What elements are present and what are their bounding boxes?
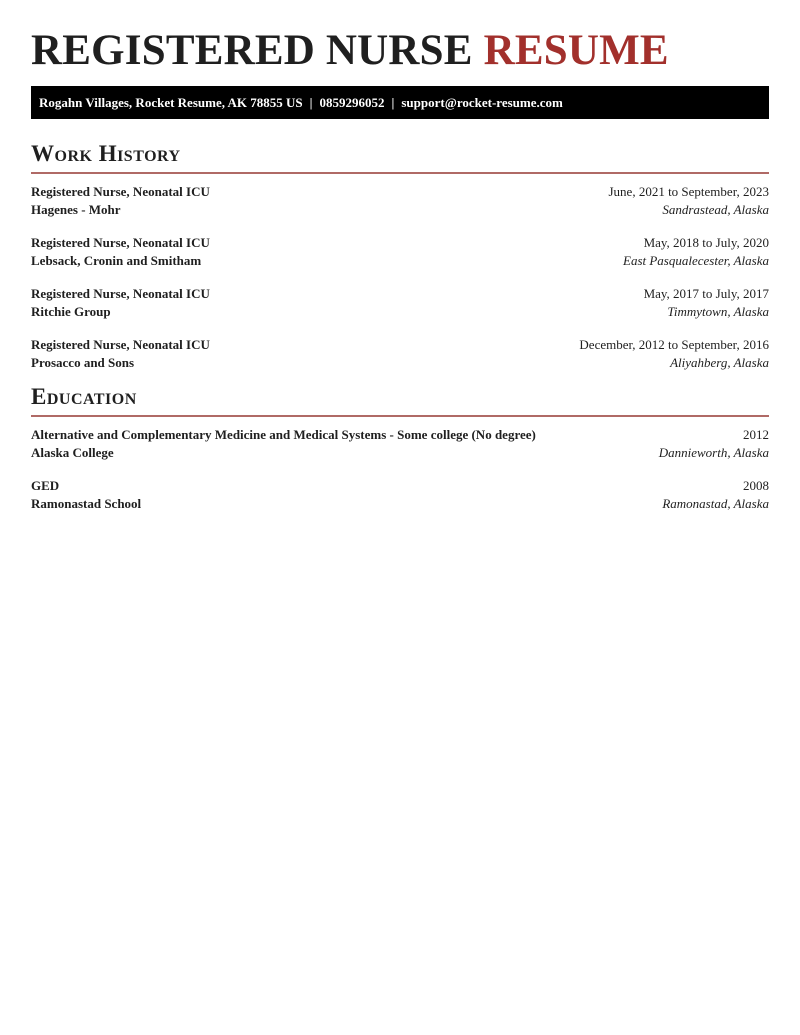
employer-name: Hagenes - Mohr	[31, 202, 121, 217]
contact-email[interactable]: support@rocket-resume.com	[401, 95, 563, 110]
resume-title	[31, 0, 769, 74]
education-entry	[31, 426, 769, 462]
contact-phone[interactable]: 0859296052	[319, 95, 385, 110]
school-location: Ramonastad, Alaska	[662, 496, 769, 511]
job-location: East Pasqualecester, Alaska	[623, 253, 769, 268]
job-dates: May, 2017 to July, 2017	[643, 286, 769, 301]
work-history-heading: Work History	[31, 141, 181, 166]
job-title: Registered Nurse, Neonatal ICU	[31, 235, 210, 250]
degree-name: Alternative and Complementary Medicine and Medical Systems - Some college (No degree)	[31, 427, 536, 442]
education-year: 2012	[743, 427, 769, 442]
title-accent: RESUME	[483, 27, 669, 74]
job-location: Aliyahberg, Alaska	[670, 355, 769, 370]
job-title: Registered Nurse, Neonatal ICU	[31, 286, 210, 301]
employer-name: Prosacco and Sons	[31, 355, 135, 370]
section-divider	[31, 415, 769, 417]
job-title: Registered Nurse, Neonatal ICU	[31, 337, 210, 352]
contact-address: Rogahn Villages, Rocket Resume, AK 78855 US	[39, 95, 303, 110]
education-heading: Education	[31, 384, 137, 409]
degree-name: GED	[31, 478, 60, 493]
job-dates: May, 2018 to July, 2020	[643, 235, 769, 250]
school-name: Alaska College	[31, 445, 114, 460]
education-section	[31, 384, 769, 513]
work-entry	[31, 336, 769, 372]
title-main: REGISTERED NURSE	[31, 27, 473, 74]
employer-name: Ritchie Group	[31, 304, 111, 319]
school-location: Dannieworth, Alaska	[658, 445, 769, 460]
contact-separator: |	[309, 95, 313, 110]
education-entry	[31, 477, 769, 513]
job-location: Timmytown, Alaska	[667, 304, 769, 319]
job-dates: December, 2012 to September, 2016	[579, 337, 769, 352]
work-history-section	[31, 141, 769, 372]
education-year: 2008	[743, 478, 769, 493]
job-title: Registered Nurse, Neonatal ICU	[31, 184, 210, 199]
job-location: Sandrastead, Alaska	[662, 202, 769, 217]
work-entry	[31, 285, 769, 321]
school-name: Ramonastad School	[31, 496, 142, 511]
work-entry	[31, 183, 769, 219]
contact-separator: |	[391, 95, 395, 110]
work-entry	[31, 234, 769, 270]
job-dates: June, 2021 to September, 2023	[608, 184, 769, 199]
employer-name: Lebsack, Cronin and Smitham	[31, 253, 202, 268]
contact-bar	[31, 86, 769, 119]
section-divider	[31, 172, 769, 174]
